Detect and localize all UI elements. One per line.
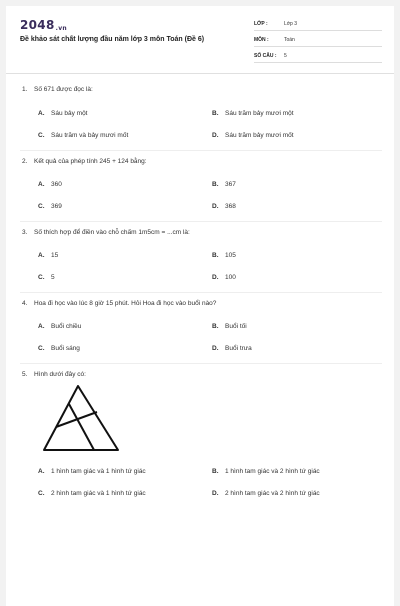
meta-class-key: LỚP :	[254, 21, 268, 27]
question-number: 1.	[22, 86, 28, 93]
question-text: Hình dưới đây có:	[34, 371, 86, 378]
option-text: 367	[225, 181, 236, 188]
question-3-option-d[interactable]	[212, 274, 236, 281]
inner-segment-1	[69, 404, 94, 450]
option-text: 369	[51, 203, 62, 210]
option-letter: B.	[212, 110, 219, 117]
option-letter: A.	[38, 468, 45, 475]
meta-subject-key: MÔN :	[254, 37, 269, 43]
question-5-option-d[interactable]	[212, 490, 320, 497]
option-text: Sáu trăm bảy mươi mốt	[225, 132, 294, 139]
question-4-option-b[interactable]	[212, 323, 247, 330]
option-text: 2 hình tam giác và 2 hình tứ giác	[225, 490, 320, 497]
question-number: 3.	[22, 229, 28, 236]
meta-class-value: Lớp 3	[284, 21, 298, 27]
question-text: Hoa đi học vào lúc 8 giờ 15 phút. Hỏi Hoa đi học vào buổi nào?	[34, 300, 217, 307]
option-letter: D.	[212, 345, 219, 352]
question-4-option-c[interactable]	[38, 345, 80, 352]
option-letter: B.	[212, 323, 219, 330]
logo-sub: .vn	[55, 25, 67, 32]
worksheet-page	[6, 6, 394, 606]
option-text: Buổi tối	[225, 323, 247, 330]
meta-count-key: SỐ CÂU :	[254, 53, 277, 59]
question-5-option-b[interactable]	[212, 468, 320, 475]
meta-class-row	[254, 18, 382, 31]
option-letter: C.	[38, 132, 45, 139]
question-1-option-b[interactable]	[212, 110, 294, 117]
option-text: 368	[225, 203, 236, 210]
question-1-stem	[22, 86, 93, 93]
meta-subject-row	[254, 34, 382, 47]
question-3-option-b[interactable]	[212, 252, 236, 259]
question-5-stem	[22, 371, 86, 378]
option-letter: D.	[212, 490, 219, 497]
option-letter: A.	[38, 252, 45, 259]
question-5-option-c[interactable]	[38, 490, 146, 497]
site-logo[interactable]	[20, 18, 67, 32]
option-text: Sáu trăm bảy mươi một	[225, 110, 294, 117]
option-text: 100	[225, 274, 236, 281]
option-letter: C.	[38, 274, 45, 281]
question-1-option-c[interactable]	[38, 132, 128, 139]
option-letter: D.	[212, 203, 219, 210]
worksheet-title: Đề khảo sát chất lượng đầu năm lớp 3 môn Toán (Đề 6)	[20, 36, 205, 43]
option-letter: B.	[212, 181, 219, 188]
question-1-option-d[interactable]	[212, 132, 294, 139]
worksheet-meta	[254, 18, 382, 66]
question-text: Số 671 được đọc là:	[34, 86, 93, 93]
option-text: 5	[51, 274, 55, 281]
meta-count-row	[254, 50, 382, 63]
option-letter: C.	[38, 203, 45, 210]
question-2-option-a[interactable]	[38, 181, 62, 188]
question-divider	[20, 150, 382, 151]
question-2-option-d[interactable]	[212, 203, 236, 210]
option-letter: D.	[212, 132, 219, 139]
option-text: Buổi trưa	[225, 345, 252, 352]
meta-count-value: 5	[284, 53, 287, 59]
question-3-option-c[interactable]	[38, 274, 55, 281]
question-text: Kết quả của phép tính 245 + 124 bằng:	[34, 158, 147, 165]
option-letter: A.	[38, 110, 45, 117]
question-5-option-a[interactable]	[38, 468, 146, 475]
option-text: 1 hình tam giác và 1 hình tứ giác	[51, 468, 146, 475]
question-3-stem	[22, 229, 190, 236]
meta-subject-value: Toán	[284, 37, 295, 43]
question-2-stem	[22, 158, 147, 165]
option-text: Sáu trăm và bảy mươi mốt	[51, 132, 129, 139]
question-number: 5.	[22, 371, 28, 378]
triangle-figure	[42, 384, 124, 454]
question-2-option-c[interactable]	[38, 203, 62, 210]
option-text: Buổi chiều	[51, 323, 82, 330]
option-letter: A.	[38, 323, 45, 330]
option-text: 105	[225, 252, 236, 259]
question-text: Số thích hợp để điền vào chỗ chấm 1m5cm = ...cm là:	[34, 229, 190, 236]
question-number: 4.	[22, 300, 28, 307]
question-4-option-a[interactable]	[38, 323, 81, 330]
question-divider	[20, 363, 382, 364]
option-letter: D.	[212, 274, 219, 281]
logo-main: 2048	[20, 18, 55, 32]
option-text: 2 hình tam giác và 1 hình tứ giác	[51, 490, 146, 497]
option-letter: B.	[212, 252, 219, 259]
option-text: 1 hình tam giác và 2 hình tứ giác	[225, 468, 320, 475]
question-1-option-a[interactable]	[38, 110, 88, 117]
option-text: Sáu bảy một	[51, 110, 88, 117]
question-3-option-a[interactable]	[38, 252, 58, 259]
option-letter: A.	[38, 181, 45, 188]
option-text: 360	[51, 181, 62, 188]
question-4-stem	[22, 300, 216, 307]
option-text: Buổi sáng	[51, 345, 80, 352]
question-4-option-d[interactable]	[212, 345, 252, 352]
question-divider	[20, 221, 382, 222]
worksheet-header	[6, 6, 394, 74]
option-letter: C.	[38, 345, 45, 352]
question-divider	[20, 292, 382, 293]
question-number: 2.	[22, 158, 28, 165]
option-letter: B.	[212, 468, 219, 475]
question-2-option-b[interactable]	[212, 181, 236, 188]
option-text: 15	[51, 252, 59, 259]
option-letter: C.	[38, 490, 45, 497]
